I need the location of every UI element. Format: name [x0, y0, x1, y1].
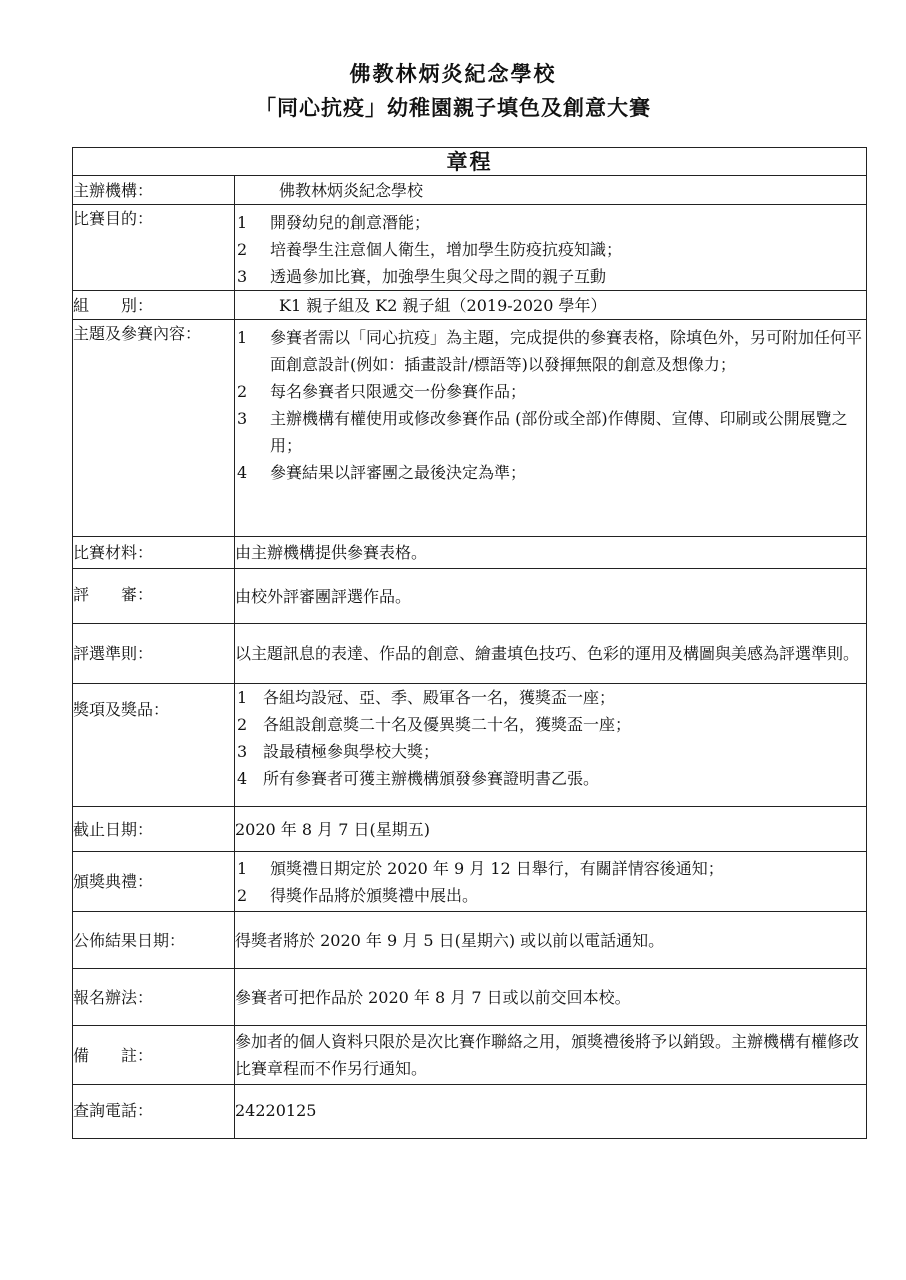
criteria-label: 評選準則： — [73, 624, 235, 684]
list-item: 2 得獎作品將於頒獎禮中展出。 — [237, 885, 479, 905]
enquiry-value: 24220125 — [235, 1085, 867, 1139]
list-item: 2 各組設創意獎二十名及優異獎二十名，獲獎盃一座； — [237, 715, 632, 734]
deadline-label: 截止日期： — [73, 807, 235, 852]
materials-value: 由主辦機構提供參賽表格。 — [235, 537, 867, 569]
rules-table — [72, 147, 867, 1139]
row-criteria — [73, 624, 867, 684]
table-heading: 章程 — [73, 148, 867, 176]
ceremony-label: 頒獎典禮： — [73, 852, 235, 912]
remarks-label: 備 註： — [73, 1026, 235, 1085]
list-item: 1 頒獎禮日期定於 2020 年 9 月 12 日舉行，有關詳情容後通知； — [237, 858, 724, 878]
list-item: 1 開發幼兒的創意潛能； — [237, 213, 431, 232]
row-registration — [73, 969, 867, 1026]
criteria-value: 以主題訊息的表達、作品的創意、繪畫填色技巧、色彩的運用及構圖與美感為評選準則。 — [235, 624, 867, 684]
row-enquiry — [73, 1085, 867, 1139]
row-ceremony — [73, 852, 867, 912]
list-item: 3 主辦機構有權使用或修改參賽作品 (部份或全部)作傳閱、宣傳、印刷或公開展覽之用； — [237, 409, 848, 455]
list-item: 1 各組均設冠、亞、季、殿軍各一名，獲獎盃一座； — [237, 688, 616, 707]
list-item: 3 透過參加比賽，加強學生與父母之間的親子互動 — [237, 267, 607, 286]
row-prizes — [73, 684, 867, 807]
competition-title: 「同心抗疫」幼稚園親子填色及創意大賽 — [255, 95, 651, 120]
results-label: 公佈結果日期： — [73, 912, 235, 969]
groups-label: 組 別： — [73, 291, 235, 320]
remarks-value: 參加者的個人資料只限於是次比賽作聯絡之用，頒獎禮後將予以銷毀。主辦機構有權修改比賽章程而不作另行通知。 — [235, 1026, 867, 1085]
registration-value: 參賽者可把作品於 2020 年 8 月 7 日或以前交回本校。 — [235, 969, 867, 1026]
judging-value: 由校外評審團評選作品。 — [235, 569, 867, 624]
school-title: 佛教林炳炎紀念學校 — [349, 61, 557, 86]
row-judging — [73, 569, 867, 624]
results-value: 得獎者將於 2020 年 9 月 5 日(星期六) 或以前以電話通知。 — [235, 912, 867, 969]
row-theme — [73, 320, 867, 537]
row-materials — [73, 537, 867, 569]
row-objectives — [73, 205, 867, 291]
list-item: 1 參賽者需以「同心抗疫」為主題，完成提供的參賽表格，除填色外，另可附加任何平面創意設計(例如：插畫設計/標語等)以發揮無限的創意及想像力； — [237, 328, 863, 374]
row-groups — [73, 291, 867, 320]
registration-label: 報名辦法： — [73, 969, 235, 1026]
prizes-label: 獎項及獎品： — [73, 684, 235, 807]
row-deadline — [73, 807, 867, 852]
organizer-label: 主辦機構： — [73, 176, 235, 205]
list-item: 3 設最積極參與學校大獎； — [237, 742, 440, 761]
objectives-label: 比賽目的： — [73, 205, 235, 291]
enquiry-label: 查詢電話： — [73, 1085, 235, 1139]
row-remarks — [73, 1026, 867, 1085]
row-organizer — [73, 176, 867, 205]
judging-label: 評 審： — [73, 569, 235, 624]
theme-label: 主題及參賽內容： — [73, 320, 235, 537]
deadline-value: 2020 年 8 月 7 日(星期五) — [235, 807, 867, 852]
groups-value: K1 親子組及 K2 親子組（2019-2020 學年） — [235, 291, 867, 320]
materials-label: 比賽材料： — [73, 537, 235, 569]
list-item: 4 參賽結果以評審團之最後決定為準； — [237, 463, 527, 482]
list-item: 2 每名參賽者只限遞交一份參賽作品； — [237, 382, 527, 401]
row-results — [73, 912, 867, 969]
organizer-value: 佛教林炳炎紀念學校 — [235, 176, 867, 205]
list-item: 4 所有參賽者可獲主辦機構頒發參賽證明書乙張。 — [237, 769, 600, 788]
list-item: 2 培養學生注意個人衛生，增加學生防疫抗疫知識； — [237, 240, 623, 259]
